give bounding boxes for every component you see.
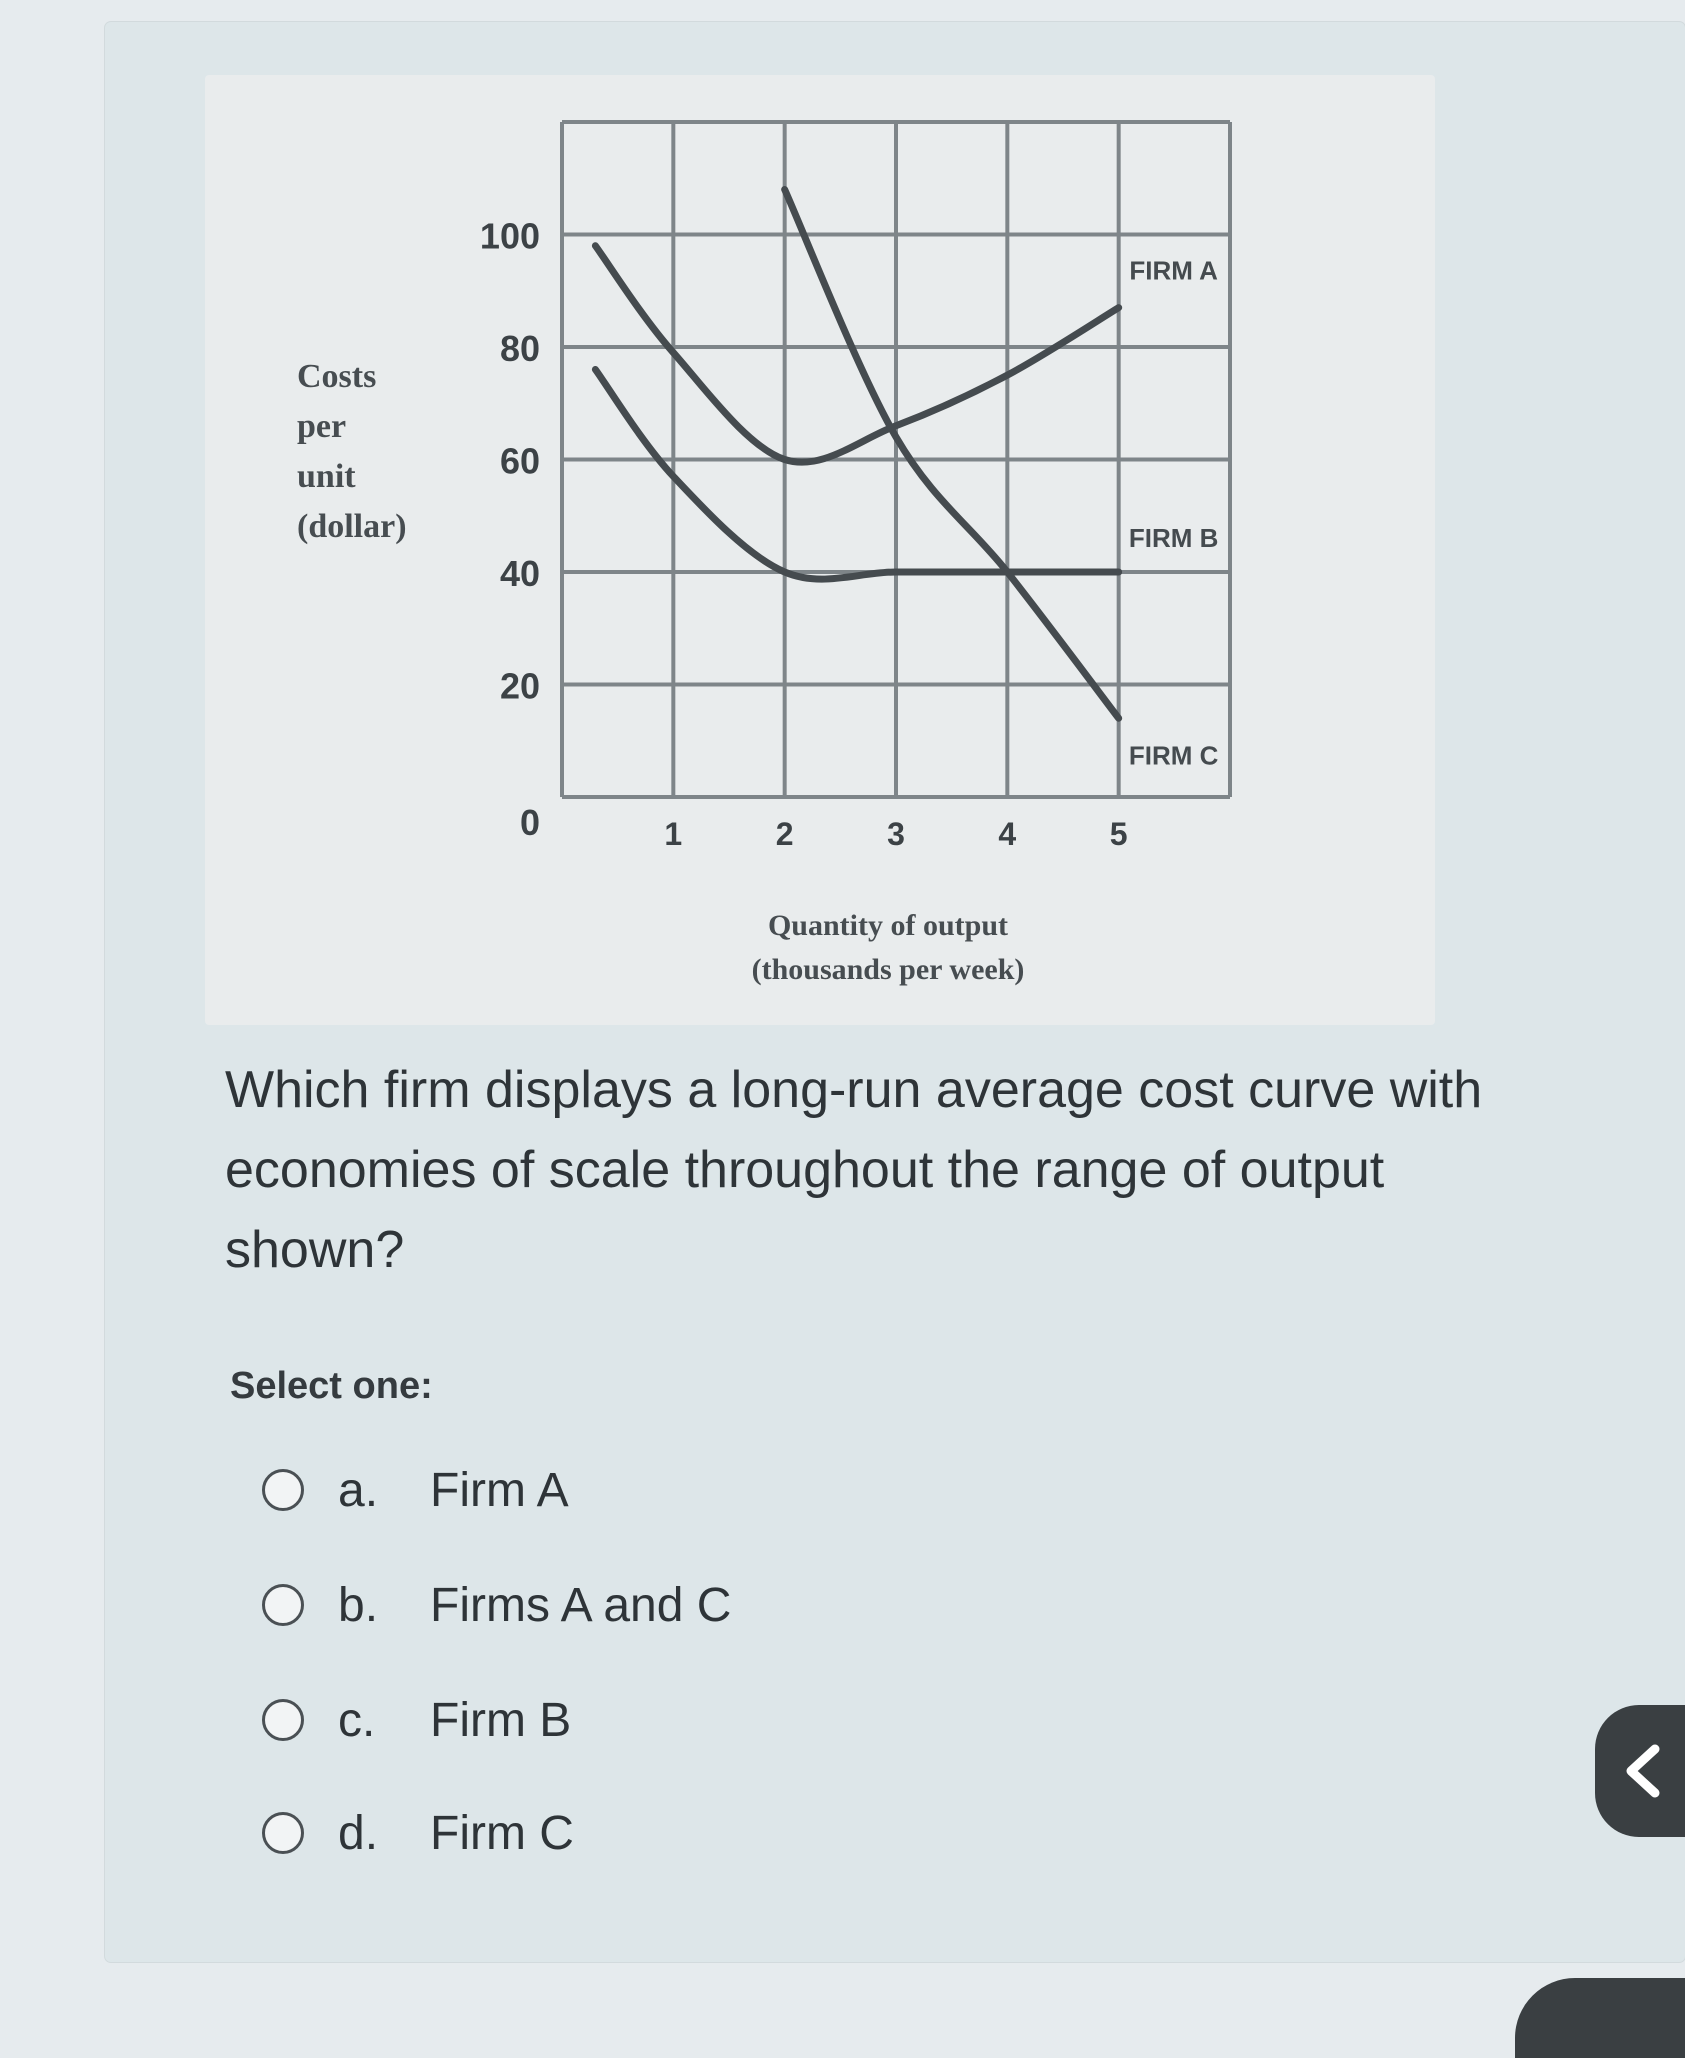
option-b[interactable] (262, 1570, 731, 1640)
y-axis-label: per (297, 408, 347, 445)
y-tick-label: 100 (479, 215, 540, 257)
x-tick-label: 4 (998, 816, 1017, 852)
option-c-label: Firm B (430, 1693, 572, 1747)
x-axis-label: Quantity of output (767, 909, 1009, 942)
radio-button-a[interactable] (262, 1469, 304, 1511)
x-axis-label: (thousands per week) (751, 953, 1025, 986)
y-tick-label: 40 (499, 553, 540, 594)
option-a-letter: a. (338, 1463, 379, 1517)
cost-curve-chart (205, 75, 1435, 1025)
select-one-label: Select one: (230, 1365, 433, 1407)
radio-button-c[interactable] (262, 1699, 304, 1741)
option-a[interactable] (262, 1455, 569, 1525)
radio-button-b[interactable] (262, 1584, 304, 1626)
y-tick-label: 0 (519, 802, 540, 843)
y-axis-label: (dollar) (297, 508, 407, 545)
radio-button-d[interactable] (262, 1812, 304, 1854)
option-b-letter: b. (338, 1578, 379, 1632)
corner-element (1515, 1978, 1685, 2058)
figure-card (205, 75, 1435, 1025)
series-label-firm-b: FIRM B (1128, 523, 1219, 553)
series-label-firm-c: FIRM C (1128, 740, 1219, 771)
option-b-label: Firms A and C (430, 1578, 732, 1632)
option-d-label: Firm C (430, 1806, 574, 1860)
chevron-left-icon (1623, 1743, 1663, 1799)
x-tick-label: 5 (1109, 816, 1128, 852)
y-tick-label: 20 (499, 665, 540, 707)
series-label-firm-a: FIRM A (1129, 255, 1218, 286)
option-d[interactable] (262, 1798, 574, 1868)
y-axis-label: unit (297, 458, 356, 495)
y-tick-label: 80 (499, 328, 540, 369)
option-d-letter: d. (338, 1806, 379, 1860)
question-text: Which firm displays a long-run average cost curve with economies of scale throughout the range of output shown? (225, 1061, 1483, 1279)
option-c-letter: c. (338, 1693, 376, 1747)
option-c[interactable] (262, 1685, 571, 1755)
drawer-toggle-button[interactable] (1595, 1705, 1685, 1837)
x-tick-label: 3 (887, 816, 905, 852)
y-axis-label: Costs (297, 358, 377, 395)
y-tick-label: 60 (499, 440, 540, 482)
x-tick-label: 1 (664, 816, 683, 852)
option-a-label: Firm A (430, 1463, 569, 1517)
x-tick-label: 2 (775, 816, 794, 852)
